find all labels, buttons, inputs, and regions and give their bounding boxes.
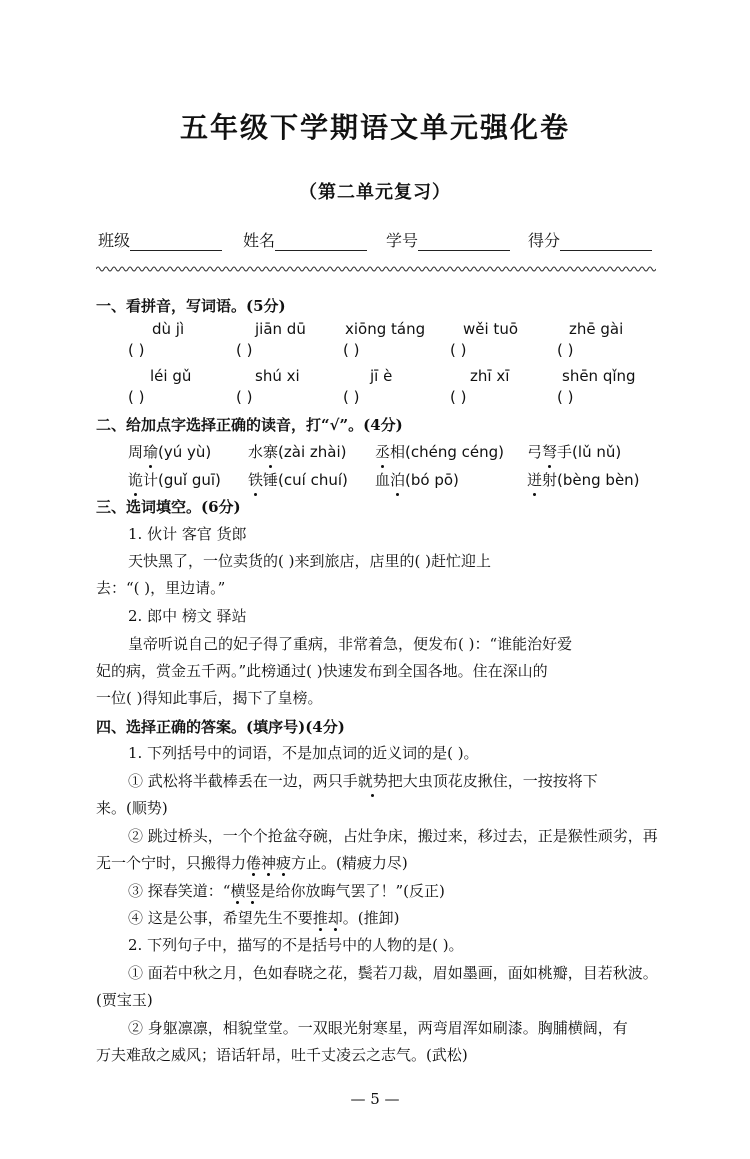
q4-heading: 四、选择正确的答案。(填序号)(4分) — [96, 718, 345, 736]
q1-pinyin: shú xi — [255, 367, 300, 385]
q1-answer-blank[interactable]: ( ) — [343, 388, 360, 406]
q4-option-1[interactable]: ① 武松将半截棒丢在一边，两只手就势把大虫顶花皮揪住，一按按将下 — [128, 772, 598, 790]
q1-answer-blank[interactable]: ( ) — [128, 341, 145, 359]
q4-b-option-1-cont: (贾宝玉) — [96, 991, 153, 1009]
q2-item[interactable]: 丞相(chéng céng) — [375, 443, 505, 461]
page-subtitle: （第二单元复习） — [299, 182, 451, 203]
q1-pinyin: jī è — [370, 367, 393, 385]
page-title: 五年级下学期语文单元强化卷 — [179, 111, 570, 144]
score-blank[interactable] — [560, 232, 652, 251]
name-blank[interactable] — [275, 232, 367, 251]
q1-answer-blank[interactable]: ( ) — [450, 341, 467, 359]
class-field — [98, 228, 222, 251]
dotted-word: 倦神疲 — [246, 854, 291, 877]
q1-answer-blank[interactable]: ( ) — [450, 388, 467, 406]
class-label: 班级 — [98, 231, 131, 250]
page-number: — 5 — — [350, 1090, 400, 1108]
q1-pinyin: shēn qǐng — [562, 367, 636, 385]
q1-answer-blank[interactable]: ( ) — [236, 341, 253, 359]
name-label: 姓名 — [243, 231, 276, 250]
q4-option-2-cont: 无一个宁时，只搬得力倦神疲方止。(精疲力尽) — [96, 853, 408, 873]
q2-item[interactable]: 血泊(bó pō) — [375, 471, 459, 489]
q2-item[interactable]: 诡计(guǐ guī) — [128, 471, 221, 489]
q1-pinyin: jiān dū — [255, 320, 306, 338]
q3-word-bank-2: 2. 郎中 榜文 驿站 — [128, 607, 247, 625]
q1-answer-blank[interactable]: ( ) — [557, 388, 574, 406]
q4-question-1[interactable]: 1. 下列括号中的词语，不是加点词的近义词的是( )。 — [128, 744, 479, 762]
q1-pinyin: wěi tuō — [463, 320, 518, 338]
q4-option-2[interactable]: ② 跳过桥头，一个个抢盆夺碗，占灶争床，搬过来，移过去，正是猴性顽劣，再 — [128, 827, 658, 845]
number-field — [386, 228, 510, 251]
q1-pinyin: dù jì — [152, 320, 185, 338]
q3-word-bank-1: 1. 伙计 客官 货郎 — [128, 525, 247, 543]
q4-question-2[interactable]: 2. 下列句子中，描写的不是括号中的人物的是( )。 — [128, 936, 464, 954]
q3-heading: 三、选词填空。(6分) — [96, 498, 241, 516]
q2-heading: 二、给加点字选择正确的读音，打“√”。(4分) — [96, 416, 403, 434]
q2-item[interactable]: 弓弩手(lǔ nǔ) — [527, 443, 622, 461]
q1-pinyin: léi gǔ — [150, 367, 192, 385]
score-label: 得分 — [528, 231, 561, 250]
number-blank[interactable] — [418, 232, 510, 251]
q4-b-option-2[interactable]: ② 身躯凛凛，相貌堂堂。一双眼光射寒星，两弯眉浑如刷漆。胸脯横阔，有 — [128, 1019, 628, 1037]
q4-b-option-2-cont: 万夫难敌之威风；语话轩昂，吐千丈凌云之志气。(武松) — [96, 1046, 468, 1064]
number-label: 学号 — [386, 231, 419, 250]
q4-option-1-cont: 来。(顺势) — [96, 799, 168, 817]
q3-passage-line[interactable]: 皇帝听说自己的妃子得了重病，非常着急，便发布( )：“谁能治好爱 — [128, 635, 573, 653]
q2-item[interactable]: 水寨(zài zhài) — [248, 443, 347, 461]
q1-answer-blank[interactable]: ( ) — [128, 388, 145, 406]
q1-answer-blank[interactable]: ( ) — [557, 341, 574, 359]
q1-pinyin: zhē gài — [569, 320, 624, 338]
q3-passage-line[interactable]: 妃的病，赏金五千两。”此榜通过( )快速发布到全国各地。住在深山的 — [96, 662, 548, 680]
q2-item[interactable]: 周瑜(yú yù) — [128, 443, 212, 461]
q1-answer-blank[interactable]: ( ) — [343, 341, 360, 359]
q1-pinyin: zhī xī — [470, 367, 510, 385]
q1-heading: 一、看拼音，写词语。(5分) — [96, 297, 286, 315]
q3-passage-line[interactable]: 一位( )得知此事后，揭下了皇榜。 — [96, 689, 323, 707]
q4-option-4[interactable]: ④ 这是公事，希望先生不要推却。(推卸) — [128, 908, 400, 928]
q1-answer-blank[interactable]: ( ) — [236, 388, 253, 406]
q4-b-option-1[interactable]: ① 面若中秋之月，色如春晓之花，鬓若刀裁，眉如墨画，面如桃瓣，目若秋波。 — [128, 964, 658, 982]
class-blank[interactable] — [130, 232, 222, 251]
q1-pinyin: xiōng táng — [345, 320, 426, 338]
score-field — [528, 228, 652, 251]
q3-passage-line[interactable]: 去：“( )，里边请。” — [96, 579, 226, 597]
q2-item[interactable]: 迸射(bèng bèn) — [527, 471, 640, 489]
name-field — [243, 228, 367, 251]
decorative-wave-divider — [96, 265, 656, 273]
q2-item[interactable]: 铁锤(cuí chuí) — [248, 471, 348, 489]
q4-option-3[interactable]: ③ 探春笑道：“横竖是给你放晦气罢了！”(反正) — [128, 881, 445, 901]
q3-passage-line[interactable]: 天快黑了，一位卖货的( )来到旅店，店里的( )赶忙迎上 — [128, 552, 491, 570]
